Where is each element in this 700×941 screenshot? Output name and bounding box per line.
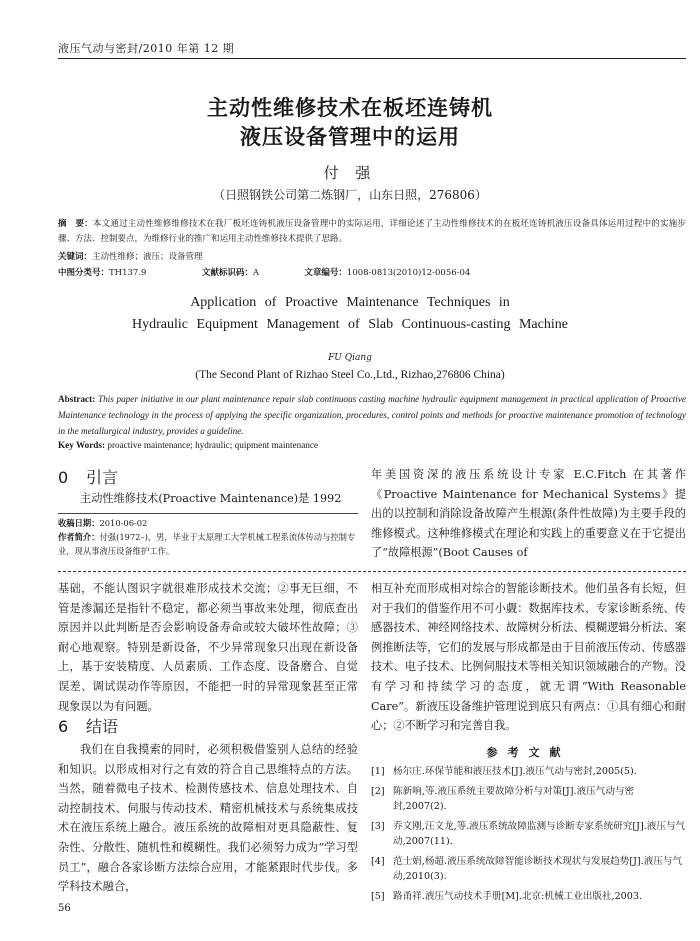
reference-text: 陈新响,等.液压系统主要故障分析与对策[J].液压气动与密封,2007(2). [393, 786, 635, 812]
lower-left-para: 基础，不能认图识字就很难形成技术交流；②事无巨细，不管是渗漏还是指针不稳定，都必须当事故来处理，彻底查出原因并以此判断是否会影响设备寿命或较大破坏性故障；③耐心地观察。特别是新设备，不少异常现象只出现在新设备上，基于安装精度、人员素质、工作态度、设备磨合、自觉误差、调试误动作等原因，不能把一时的异常现象甚至正常现象误以为有问题。 [58, 582, 358, 713]
abstract-en-text: This paper initiative in our plant maintenance repair slab continuous casting machine hydraulic equipment management in practical application of Proactive Maintenance technology in the process of applying the specific organization, procedures, control points and methods for proactive maintenance promotion of technology in the metallurgical industry, provides a guideline. [58, 394, 686, 436]
reference-item [371, 889, 686, 904]
section-0-intro-para: 主动性维修技术(Proactive Maintenance)是 1992 [80, 492, 342, 505]
doc-code-label: 文献标识码： [201, 268, 253, 278]
author-bio [58, 530, 358, 558]
title-en-line2: Hydraulic Equipment Management of Slab Continuous-casting Machine [132, 317, 568, 332]
reference-number: [2] [371, 786, 385, 797]
author-en: FU Qiang [328, 353, 372, 363]
section-0-title: 引言 [86, 468, 119, 487]
page-number: 56 [58, 903, 71, 914]
received-date [58, 516, 358, 530]
keywords-en-text: proactive maintenance; hydraulic; quipment maintenance [107, 440, 319, 450]
abstract-en [58, 391, 686, 439]
abstract-cn-text: 本文通过主动性维修维修技术在我厂板坯连铸机液压设备管理中的实际运用，详细论述了主动性维修技术的在板坯连铸机液压设备具体运用过程中的实施步骤、方法、控制要点，为维修行业的推广和运用主动性维修技术提供了思路。 [58, 219, 686, 244]
title-cn-line2: 液压设备管理中的运用 [240, 125, 460, 149]
received-label: 收稿日期： [58, 518, 100, 528]
section-6-para: 我们在自我摸索的同时，必须积极借鉴别人总结的经验和知识。以形成相对行之有效的符合自己思维特点的方法。当然，随着微电子技术、检测传感技术、信息处理技术、自动控制技术、伺服与传动技术、精密机械技术与系统集成技术在液压系统上融合。液压系统的故障相对更具隐蔽性、复杂性、分散性、随机性和模糊性。我们必须努力成为“学习型员工”，融合各家诊断方法综合应用，才能紧跟时代步伐。多学科技术融合， [58, 743, 358, 894]
received-value: 2010-06-02 [99, 518, 148, 528]
keywords-cn-text: 主动性维修；液压；设备管理 [92, 252, 203, 262]
references-title: 参考文献 [486, 746, 571, 759]
abstract-cn-label: 摘 要： [58, 219, 93, 229]
footnote-rule [58, 513, 358, 514]
reference-item [371, 784, 686, 814]
reference-text: 路甬祥.液压气动技术手册[M].北京:机械工业出版社,2003. [393, 891, 643, 902]
classification-line [58, 266, 686, 281]
keywords-cn [58, 250, 686, 265]
lower-right-para: 相互补充而形成相对综合的智能诊断技术。他们虽各有长短，但对于我们的借鉴作用不可小觑：数据库技术、专家诊断系统、传感器技术、神经网络技术、故障树分析法、模糊逻辑分析法、案例推断法等，它们的发展与形成都是由于目前液压传动、传感器技术、电子技术、比例伺服技术等相关知识领域融合的产物。没有学习和持续学习的态度，就无谓“With Reasonable Care”。新液压设备维护管理说到底只有两点：①具有细心和耐心；②不断学习和完善自我。 [371, 582, 686, 733]
running-header: 液压气动与密封/2010 年第 12 期 [58, 42, 235, 55]
abstract-en-label: Abstract: [58, 394, 96, 404]
section-6-heading [58, 714, 358, 737]
section-6-title: 结语 [86, 717, 119, 736]
doc-code-value: A [252, 268, 259, 278]
column-divider [58, 571, 686, 572]
section-0-number: 0 [58, 468, 69, 487]
author-bio-text: 付强(1972–)，男，毕业于太原理工大学机械工程系流体传动与控制专业，现从事液压设备维护工作。 [58, 532, 356, 556]
section-6-number: 6 [58, 717, 69, 736]
reference-number: [4] [371, 856, 385, 867]
clc-label: 中图分类号： [58, 268, 110, 278]
reference-text: 杨尔庄.环保节能和液压技术[J].液压气动与密封,2005(5). [393, 766, 637, 777]
footnote [58, 516, 358, 558]
clc-value: TH137.9 [109, 268, 147, 278]
section-0-heading [58, 465, 358, 488]
reference-text: 乔文刚,汪文龙,等.液压系统故障监测与诊断专家系统研究[J].液压与气动,2007(11). [393, 821, 686, 847]
article-no-value: 1008-0813(2010)12-0056-04 [346, 268, 471, 278]
keywords-en [58, 440, 686, 450]
reference-number: [1] [371, 766, 385, 777]
affiliation-en: (The Second Plant of Rizhao Steel Co.,Ltd., Rizhao,276806 China) [195, 369, 505, 381]
author-bio-label: 作者简介： [58, 532, 100, 542]
keywords-cn-label: 关键词： [58, 252, 93, 262]
reference-item [371, 764, 686, 779]
section-0-continuation: 年美国资深的液压系统设计专家 E.C.Fitch 在其著作《Proactive Maintenance for Mechanical Systems》提出的以控制和消除设备故障产生根源(条件性故障)为主要手段的维修模式。这种维修模式在理论和实践上的重要意义在于它提出了“故障根源”(Boot Causes of [371, 468, 686, 560]
reference-item [371, 854, 686, 884]
keywords-en-label: Key Words: [58, 440, 106, 450]
header-rule [58, 58, 686, 59]
title-en-line1: Application of Proactive Maintenance Techniques in [190, 295, 510, 310]
author-cn: 付 强 [323, 164, 377, 182]
reference-number: [3] [371, 821, 385, 832]
reference-item [371, 819, 686, 849]
title-cn-line1: 主动性维修技术在板坯连铸机 [207, 96, 493, 120]
article-no-label: 文章编号： [304, 268, 347, 278]
abstract-cn [58, 217, 686, 247]
affiliation-cn: （日照钢铁公司第二炼钢厂，山东日照，276806） [213, 188, 487, 202]
reference-number: [5] [371, 891, 385, 902]
reference-text: 范士娟,杨超.液压系统故障智能诊断技术现状与发展趋势[J].液压与气动,2010(3). [393, 856, 683, 882]
